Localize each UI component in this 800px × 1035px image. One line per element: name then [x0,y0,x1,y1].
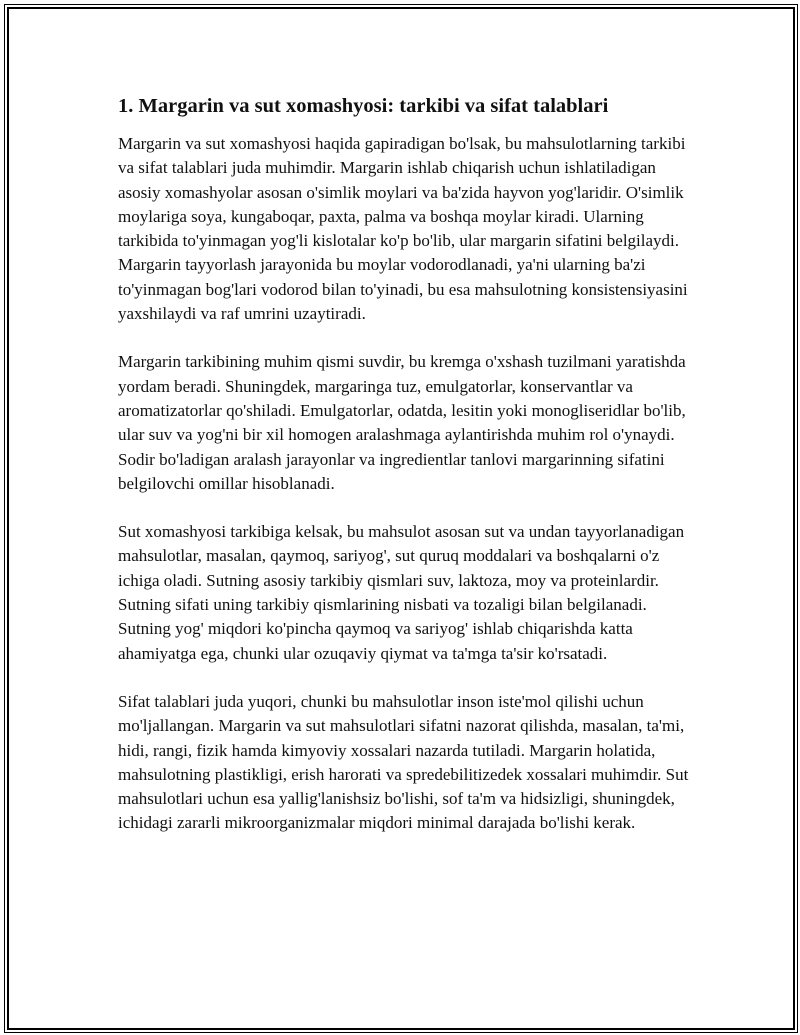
paragraph-3: Sut xomashyosi tarkibiga kelsak, bu mahsulot asosan sut va undan tayyorlanadigan mahsulotlar, masalan, qaymoq, sariyog', sut quruq moddalari va boshqalarni o'z ichiga oladi. Sutning asosiy tarkibiy qismlari suv, laktoza, moy va proteinlardir. Sutning sifati uning tarkibiy qismlarining nisbati va tozaligi bilan belgilanadi. Sutning yog' miqdori ko'pincha qaymoq va sariyog' ishlab chiqarishda katta ahamiyatga ega, chunki ular ozuqaviy qiymat va ta'mga ta'sir ko'rsatadi. [118,522,685,663]
paragraph-2: Margarin tarkibining muhim qismi suvdir, bu kremga o'xshash tuzilmani yaratishda yordam beradi. Shuningdek, margaringa tuz, emulgatorlar, konservantlar va aromatizatorlar qo'shiladi. Emulgatorlar, odatda, lesitin yoki monogliseridlar bo'lib, ular suv va yog'ni bir xil homogen aralashmaga aylantirishda muhim rol o'ynaydi. Sodir bo'ladigan aralash jarayonlar va ingredientlar tanlovi margarinning sifatini belgilovchi omillar hisoblanadi. [118,352,686,493]
paragraph-1: Margarin va sut xomashyosi haqida gapiradigan bo'lsak, bu mahsulotlarning tarkibi va sifat talablari juda muhimdir. Margarin ishlab chiqarish uchun ishlatiladigan asosiy xomashyolar asosan o'simlik moylari va ba'zida hayvon yog'laridir. O'simlik moylariga soya, kungaboqar, paxta, palma va boshqa moylar kiradi. Ularning tarkibida to'yinmagan yog'li kislotalar ko'p bo'lib, ular margarin sifatini belgilaydi. Margarin tayyorlash jarayonida bu moylar vodorodlanadi, ya'ni ularning ba'zi to'yinmagan bog'lari vodorod bilan to'yinadi, bu esa mahsulotning konsistensiyasini yaxshilaydi va raf umrini uzaytiradi. [118,134,688,324]
document-body [118,92,693,860]
paragraph-4: Sifat talablari juda yuqori, chunki bu mahsulotlar inson iste'mol qilishi uchun mo'ljallangan. Margarin va sut mahsulotlari sifatni nazorat qilishda, masalan, ta'mi, hidi, rangi, fizik hamda kimyoviy xossalari nazarda tutiladi. Margarin holatida, mahsulotning plastikligi, erish harorati va spredebilitizedek xossalari muhimdir. Sut mahsulotlari uchun esa yallig'lanishsiz bo'lishi, sof ta'm va hidsizligi, shuningdek, ichidagi zararli mikroorganizmalar miqdori minimal darajada bo'lishi kerak. [118,691,689,833]
section-heading: 1. Margarin va sut xomashyosi: tarkibi va sifat talablari [118,95,609,117]
